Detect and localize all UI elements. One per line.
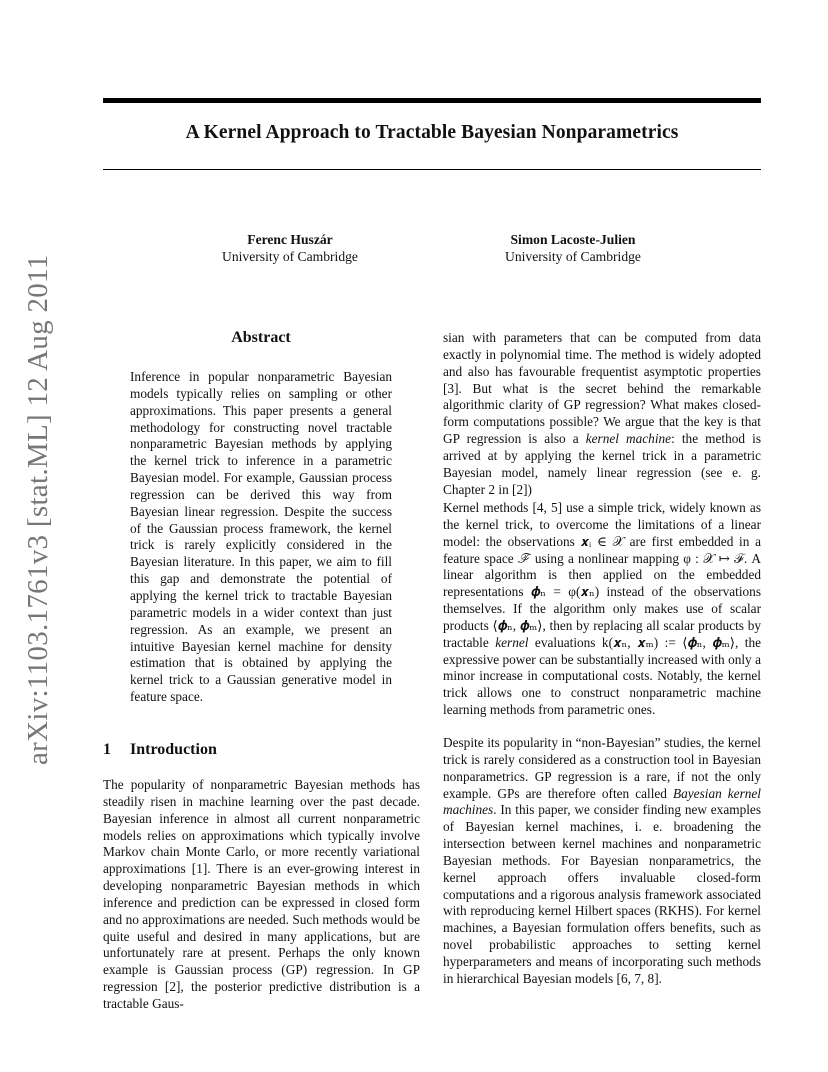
author-1 [190, 231, 390, 265]
section-title: Introduction [130, 741, 217, 758]
emphasis-text: Bayesian kernel machines [443, 785, 761, 818]
emphasis-text: kernel machine [585, 431, 672, 447]
author-name: Ferenc Huszár [247, 232, 333, 247]
author-2 [470, 231, 676, 265]
abstract-text: Inference in popular nonparametric Bayesian models typically relies on sampling or other approximations. This paper presents a general methodology for constructing novel tractable nonparametric Bayesian methods by applying the kernel trick to inference in a parametric Bayesian model. For example, Gaussian process regression can be derived this way from Bayesian linear regression. Despite the success of the Gaussian process framework, the kernel trick is rarely explicitly considered in the Bayesian literature. In this paper, we aim to fill this gap and demonstrate the potential of applying the kernel trick to tractable Bayesian parametric models in a wider context than just regression. As an example, we present an intuitive Bayesian kernel machine for density estimation that is obtained by applying the kernel trick to a Gaussian generative model in feature space. [130, 369, 392, 705]
author-name: Simon Lacoste-Julien [510, 232, 636, 247]
paragraph-text: Kernel methods [4, 5] use a simple trick, widely known as the kernel trick, to overcome the limitations of a linear model: the observations 𝒙ᵢ ∈ 𝒳 are first embedded in a feature space ℱ using a nonlinear mapping φ : 𝒳 ↦ ℱ. A linear algorithm is then applied on the embedded representations 𝝓ₙ = φ(𝒙ₙ) instead of the observations themselves. If the algorithm only makes use of scalar products ⟨𝝓ₙ, 𝝓ₘ⟩, then by replacing all scalar products by tractable [443, 500, 761, 650]
emphasis-text: kernel [495, 634, 529, 650]
section-heading [103, 741, 420, 759]
intro-paragraph-1: The popularity of nonparametric Bayesian methods has steadily risen in machine learning over the past decade. Bayesian inference in almost all current nonparametric models relies on approximations which typically involve Markov chain Monte Carlo, or more recently variational approximations [1]. There is an ever-growing interest in developing nonparametric Bayesian methods in which inference and prediction can be expressed in closed form and no approximations are needed. Such methods would be quite useful and desired in many applications, but are unfortunately rare at present. Perhaps the only known example is Gaussian process (GP) regression. In GP regression [2], the posterior predictive distribution is a tractable Gaus- [103, 777, 420, 1011]
author-affiliation: University of Cambridge [222, 249, 358, 264]
intro-paragraph-3 [443, 735, 761, 988]
paragraph-text: : the method is arrived at by applying the kernel trick in a parametric Bayesian model, namely linear regression (see e. g. Chapter 2 in [2]) [443, 431, 762, 497]
author-affiliation: University of Cambridge [505, 249, 641, 264]
paragraph-text: sian with parameters that can be computed from data exactly in polynomial time. The method is widely adopted and also has favourable frequentist asymptotic properties [3]. But what is the secret behind the remarkable algorithmic clarity of GP regression? What makes closed-form computations possible? We argue that the key is that GP regression is also a [443, 330, 761, 447]
top-rule [103, 98, 761, 103]
intro-paragraph-2 [443, 500, 761, 719]
title-rule [103, 169, 761, 170]
paragraph-text: evaluations k(𝒙ₙ, 𝒙ₘ) := ⟨𝝓ₙ, 𝝓ₘ⟩, the expressive power can be substantially increased with only a minor increase in computational costs. Notably, the kernel trick allows one to construct nonparametric machine learning methods from parametric ones. [443, 634, 761, 718]
abstract-heading: Abstract [231, 329, 291, 346]
paragraph-text: . In this paper, we consider finding new examples of Bayesian kernel machines, i. e. broadening the intersection between kernel machines and nonparametric Bayesian methods. For Bayesian nonparametrics, the kernel approach offers invaluable closed-form computations and a rigorous analysis framework associated with reproducing kernel Hilbert spaces (RKHS). For kernel machines, a Bayesian formulation offers benefits, such as novel probabilistic approaches to setting kernel hyperparameters and means of incorporating such methods in hierarchical Bayesian models [6, 7, 8]. [443, 802, 761, 986]
paragraph-text: Despite its popularity in “non-Bayesian” studies, the kernel trick is rarely considered as a construction tool in Bayesian nonparametrics. GP regression is a rare, if not the only example. GPs are therefore often called [443, 735, 761, 801]
intro-paragraph-1-continued [443, 330, 761, 498]
section-number: 1 [103, 741, 111, 758]
paper-title: A Kernel Approach to Tractable Bayesian Nonparametrics [185, 122, 679, 143]
arxiv-identifier: arXiv:1103.1761v3 [stat.ML] 12 Aug 2011 [22, 254, 54, 765]
